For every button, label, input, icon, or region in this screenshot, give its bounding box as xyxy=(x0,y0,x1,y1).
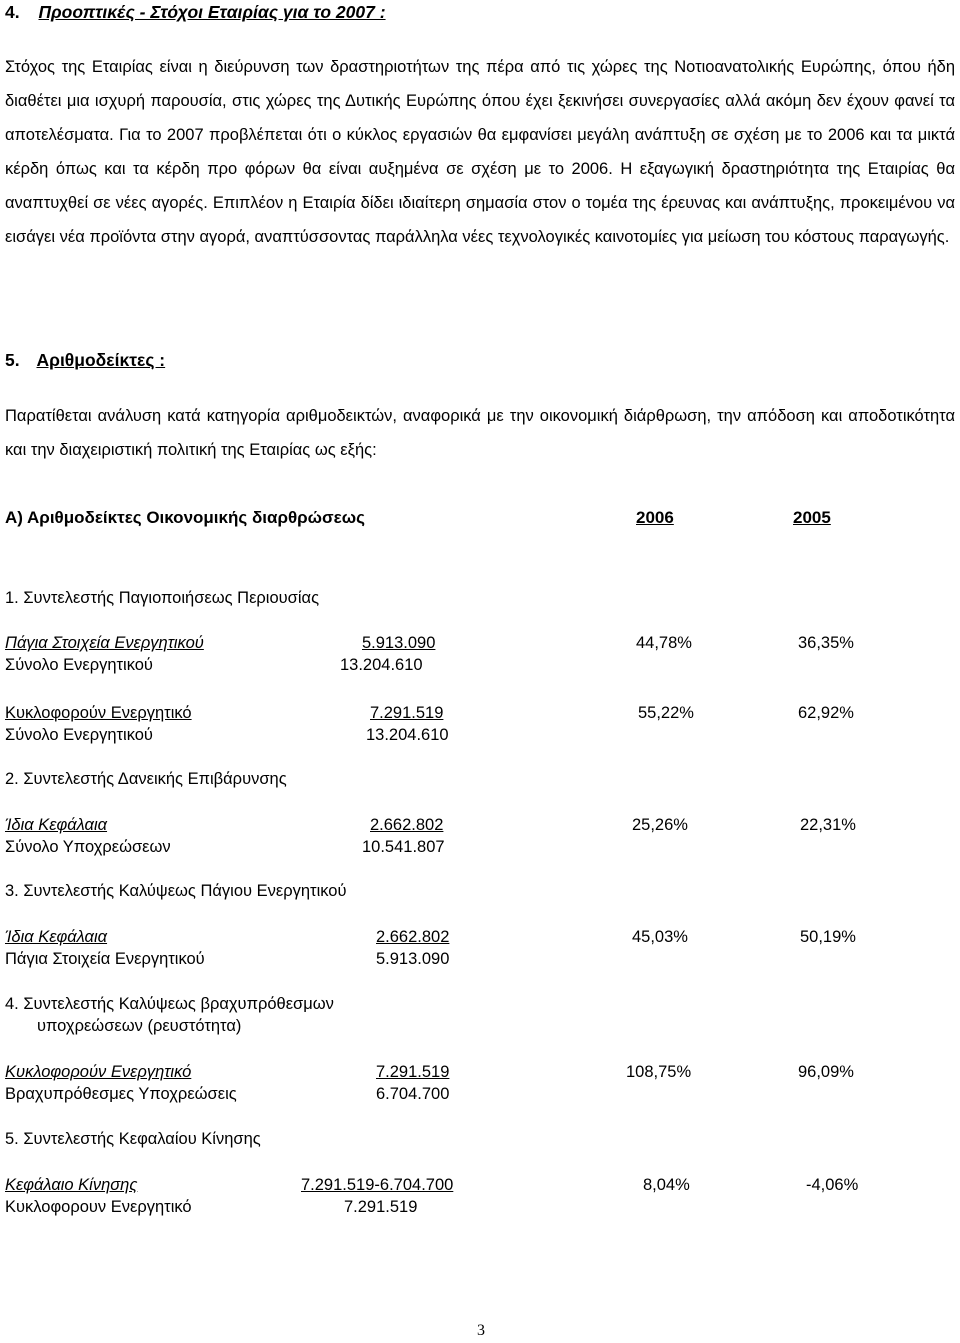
ratio-3-denominator-label: Πάγια Στοιχεία Ενεργητικού xyxy=(5,950,205,968)
ratio-1b-numerator-value: 7.291.519 xyxy=(370,704,444,722)
ratio-5-label: 5. Συντελεστής Κεφαλαίου Κίνησης xyxy=(5,1130,261,1148)
ratio-4-value-2006: 108,75% xyxy=(626,1063,692,1081)
ratio-2-label: 2. Συντελεστής Δανεικής Επιβάρυνσης xyxy=(5,770,287,788)
ratio-5-value-2005: -4,06% xyxy=(806,1176,859,1194)
year-2005-header: 2005 xyxy=(793,508,831,527)
ratio-4-denominator-label: Βραχυπρόθεσμες Υποχρεώσεις xyxy=(5,1085,237,1103)
ratio-2-value-2005: 22,31% xyxy=(800,816,856,834)
ratio-3-value-2006: 45,03% xyxy=(632,928,688,946)
section-5-number: 5. xyxy=(5,350,20,370)
ratio-4-value-2005: 96,09% xyxy=(798,1063,854,1081)
section-5-paragraph: Παρατίθεται ανάλυση κατά κατηγορία αριθμοδεικτών, αναφορικά με την οικονομική διάρθρωση, την απόδοση και αποδοτικότητα και την διαχειριστική πολιτική της Εταιρίας ως εξής: xyxy=(5,407,955,459)
ratio-2-denominator-value: 10.541.807 xyxy=(362,838,445,856)
page-number: 3 xyxy=(477,1322,485,1339)
section-4-number: 4. xyxy=(5,2,20,22)
ratio-1b-denominator-label: Σύνολο Ενεργητικού xyxy=(5,726,153,744)
ratio-1b-denominator-value: 13.204.610 xyxy=(366,726,449,744)
section-4-heading xyxy=(5,2,386,23)
ratio-4-label-line2: υποχρεώσεων (ρευστότητα) xyxy=(37,1017,242,1035)
section-4-title: Προοπτικές - Στόχοι Εταιρίας για το 2007 : xyxy=(38,2,386,22)
section-a-title: Α) Αριθμοδείκτες Οικονομικής διαρθρώσεως xyxy=(5,508,365,527)
ratio-5-denominator-value: 7.291.519 xyxy=(344,1198,418,1216)
ratio-1b-value-2006: 55,22% xyxy=(638,704,694,722)
ratio-5-denominator-label: Κυκλοφορoυν Ενεργητικό xyxy=(5,1198,192,1216)
ratio-1-denominator-value: 13.204.610 xyxy=(340,656,423,674)
ratio-1-denominator-label: Σύνολο Ενεργητικού xyxy=(5,656,153,674)
ratio-3-label: 3. Συντελεστής Καλύψεως Πάγιου Ενεργητικού xyxy=(5,882,347,900)
ratio-1b-numerator-label: Κυκλοφορούν Ενεργητικό xyxy=(5,704,192,722)
section-4-paragraph: Στόχος της Εταιρίας είναι η διεύρυνση των δραστηριοτήτων της πέρα από τις χώρες της Νοτιοανατολικής Ευρώπης, όπου ήδη διαθέτει μια ισχυρή παρουσία, στις χώρες της Δυτικής Ευρώπης όπου έχει ξεκινήσει συνεργασίες αλλά ακόμη δεν έχουν φανεί τα αποτελέσματα. Για το 2007 προβλέπεται ότι ο κύκλος εργασιών θα εμφανίσει μεγάλη ανάπτυξη σε σχέση με το 2006 και τα μικτά κέρδη όπως και τα κέρδη προ φόρων θα είναι αυξημένα σε σχέση με το 2006. Η εξαγωγική δραστηριότητα της Εταιρίας θα αναπτυχθεί σε νέες αγορές. Επιπλέον η Εταιρία δίδει ιδιαίτερη σημασία στον ο τομέα της έρευνας και ανάπτυξης, προκειμένου να εισάγει νέα προϊόντα στην αγορά, αναπτύσσοντας παράλληλα νέες τεχνολογικές καινοτομίες για μείωση του κόστους παραγωγής. xyxy=(5,58,955,246)
ratio-1-value-2005: 36,35% xyxy=(798,634,854,652)
ratio-4-label: 4. Συντελεστής Καλύψεως βραχυπρόθεσμων xyxy=(5,995,334,1013)
ratio-1-label: 1. Συντελεστής Παγιοποιήσεως Περιουσίας xyxy=(5,589,320,607)
ratio-1-numerator-value: 5.913.090 xyxy=(362,634,436,652)
ratio-2-value-2006: 25,26% xyxy=(632,816,688,834)
ratio-3-numerator-value: 2.662.802 xyxy=(376,928,450,946)
ratio-2-denominator-label: Σύνολο Υποχρεώσεων xyxy=(5,838,171,856)
ratio-2-numerator-value: 2.662.802 xyxy=(370,816,444,834)
ratio-1-value-2006: 44,78% xyxy=(636,634,692,652)
ratio-3-value-2005: 50,19% xyxy=(800,928,856,946)
ratio-4-numerator-label: Κυκλοφορούν Ενεργητικό xyxy=(5,1063,192,1081)
year-2006-header: 2006 xyxy=(636,508,674,527)
ratio-3-denominator-value: 5.913.090 xyxy=(376,950,450,968)
ratio-5-numerator-label: Κεφάλαιο Κίνησης xyxy=(5,1176,138,1194)
ratio-4-denominator-value: 6.704.700 xyxy=(376,1085,450,1103)
ratio-5-numerator-value: 7.291.519-6.704.700 xyxy=(301,1176,454,1194)
section-5-heading xyxy=(5,350,165,371)
ratio-1b-value-2005: 62,92% xyxy=(798,704,854,722)
section-5-title: Αριθμοδείκτες : xyxy=(36,350,166,370)
ratio-4-numerator-value: 7.291.519 xyxy=(376,1063,450,1081)
ratio-5-value-2006: 8,04% xyxy=(643,1176,690,1194)
ratio-3-numerator-label: Ίδια Κεφάλαια xyxy=(5,928,108,946)
ratio-1-numerator-label: Πάγια Στοιχεία Ενεργητικού xyxy=(5,634,204,652)
ratio-2-numerator-label: Ίδια Κεφάλαια xyxy=(5,816,108,834)
